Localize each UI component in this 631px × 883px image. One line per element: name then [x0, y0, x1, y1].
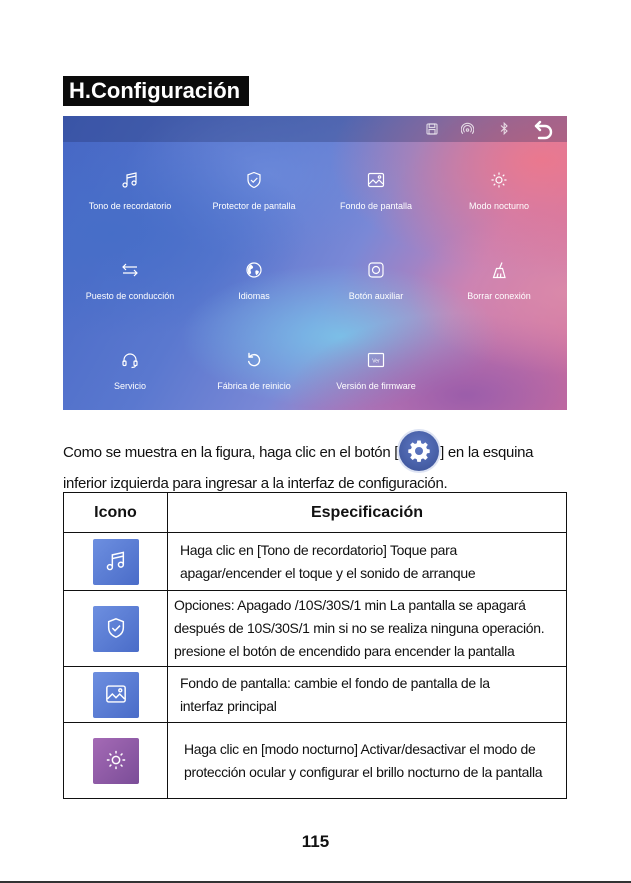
- wireless-icon: [461, 122, 474, 135]
- table-row: [64, 533, 567, 591]
- tile-wallpaper[interactable]: [313, 169, 439, 212]
- tile-factory-reset[interactable]: [191, 349, 317, 392]
- tile-label: Servicio: [113, 381, 146, 391]
- bluetooth-icon: [500, 122, 509, 135]
- image-icon: [93, 672, 139, 718]
- tile-label: Botón auxiliar: [348, 291, 404, 301]
- spec-cell: Haga clic en [Tono de recordatorio] Toque para apagar/encender el toque y el sonido de arranque: [168, 533, 567, 591]
- table-row: [64, 723, 567, 799]
- header-icon: Icono: [64, 493, 168, 533]
- tile-label: Protector de pantalla: [212, 201, 296, 211]
- swap-arrows-icon: [67, 259, 193, 281]
- icon-cell: [64, 533, 168, 591]
- icon-cell: [64, 591, 168, 667]
- tile-label: Borrar conexión: [467, 291, 531, 301]
- settings-gear-icon: [399, 431, 439, 471]
- spec-cell: Haga clic en [modo nocturno] Activar/desactivar el modo de protección ocular y configurar el brillo nocturno de la pantalla: [168, 723, 567, 799]
- headset-icon: [67, 349, 193, 371]
- status-bar: [63, 116, 567, 142]
- broom-icon: [436, 259, 562, 281]
- icon-cell: [64, 667, 168, 723]
- header-spec: Especificación: [168, 493, 567, 533]
- music-note-icon: [93, 539, 139, 585]
- firmware-icon: [313, 349, 439, 371]
- tile-driving-position[interactable]: [67, 259, 193, 302]
- globe-icon: [191, 259, 317, 281]
- shield-check-icon: [191, 169, 317, 191]
- back-icon[interactable]: [533, 118, 555, 140]
- tile-label: Versión de firmware: [336, 381, 416, 391]
- spec-cell: Opciones: Apagado /10S/30S/1 min La pantalla se apagará después de 10S/30S/1 min si no se realiza ninguna operación. presione el botón de encendido para encender la pantalla: [168, 591, 567, 667]
- table-header-row: [64, 493, 567, 533]
- page-number: 115: [301, 832, 330, 851]
- image-icon: [313, 169, 439, 191]
- tile-service[interactable]: [67, 349, 193, 392]
- tile-firmware-version[interactable]: [313, 349, 439, 392]
- spec-cell: Fondo de pantalla: cambie el fondo de pantalla de la interfaz principal: [168, 667, 567, 723]
- tile-screen-saver[interactable]: [191, 169, 317, 212]
- tile-clear-connection[interactable]: [436, 259, 562, 302]
- table-row: [64, 667, 567, 723]
- tile-label: Idiomas: [238, 291, 270, 301]
- tile-label: Puesto de conducción: [85, 291, 175, 301]
- sun-icon: [93, 738, 139, 784]
- table-row: [64, 591, 567, 667]
- music-note-icon: [67, 169, 193, 191]
- tile-label: Tono de recordatorio: [88, 201, 172, 211]
- instruction-paragraph: [63, 440, 567, 496]
- tile-label: Fábrica de reinicio: [217, 381, 291, 391]
- tile-label: Modo nocturno: [468, 201, 530, 211]
- spec-table: [63, 492, 567, 799]
- settings-screen: [63, 116, 567, 410]
- tile-reminder-tone[interactable]: [67, 169, 193, 212]
- icon-cell: [64, 723, 168, 799]
- tile-languages[interactable]: [191, 259, 317, 302]
- tile-night-mode[interactable]: [436, 169, 562, 212]
- shield-check-icon: [93, 606, 139, 652]
- para-text-after: ] en la esquina inferior izquierda para ingresar a la interfaz de configuración.: [63, 444, 534, 492]
- tile-label: Fondo de pantalla: [339, 201, 413, 211]
- firmware-badge: Ver: [372, 358, 380, 365]
- section-title: H.Configuración: [63, 76, 249, 106]
- save-icon: [426, 123, 438, 135]
- tile-aux-button[interactable]: [313, 259, 439, 302]
- reset-icon: [191, 349, 317, 371]
- sun-icon: [436, 169, 562, 191]
- para-text-before: Como se muestra en la figura, haga clic en el botón [: [63, 444, 399, 461]
- circle-square-icon: [313, 259, 439, 281]
